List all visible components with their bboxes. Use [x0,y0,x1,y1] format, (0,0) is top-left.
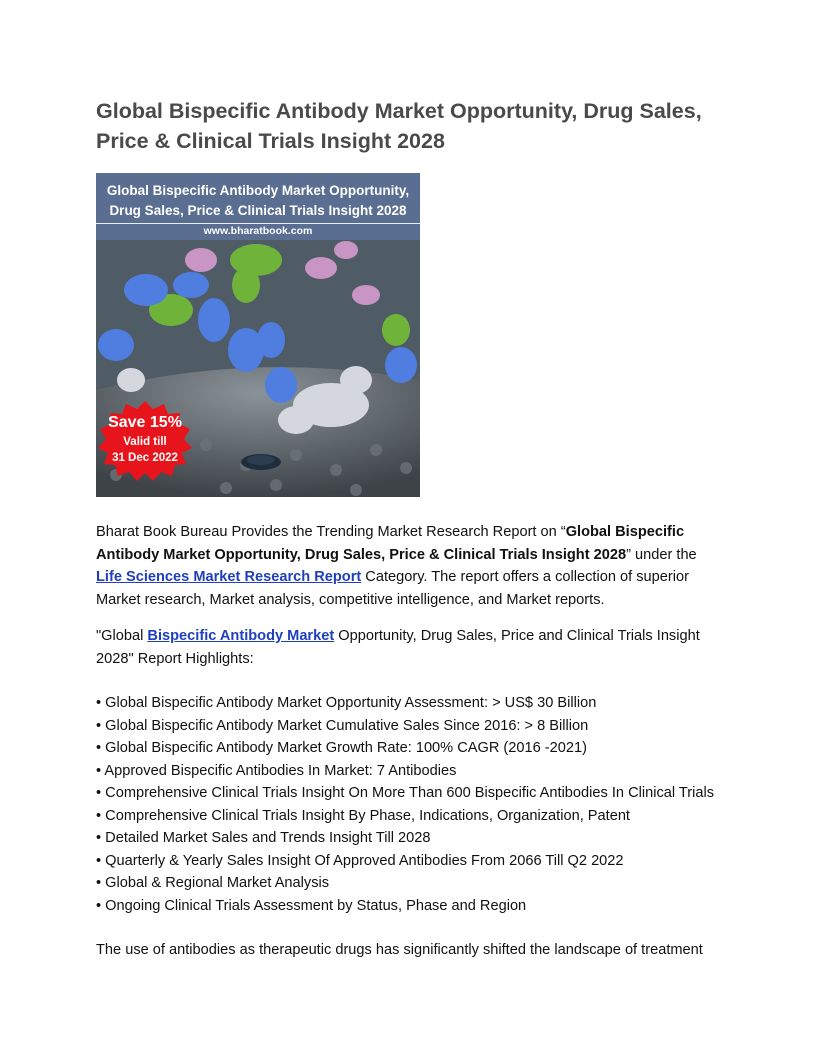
intro-text-1: Bharat Book Bureau Provides the Trending Market Research Report on “ [96,524,566,540]
cover-title-line-1: Global Bispecific Antibody Market Opportunity, [106,183,410,198]
intro-text-2: ” under the [626,546,697,563]
bispecific-antibody-market-link[interactable]: Bispecific Antibody Market [147,628,335,644]
highlights-intro-text-2: Opportunity, Drug Sales, Price and Clinical Trials Insight 2028" Report Highlights: [96,628,700,667]
list-item: • Global Bispecific Antibody Market Cumulative Sales Since 2016: > 8 Billion [96,717,589,734]
intro-paragraph [96,521,720,611]
list-item: • Ongoing Clinical Trials Assessment by Status, Phase and Region [96,897,527,914]
list-item: • Global Bispecific Antibody Market Growth Rate: 100% CAGR (2016 -2021) [96,740,587,756]
report-cover-image [96,173,420,497]
cover-title-line-2: Drug Sales, Price & Clinical Trials Insight 2028 [109,203,407,218]
list-item: • Comprehensive Clinical Trials Insight On More Than 600 Bispecific Antibodies In Clinical Trials [96,785,715,801]
list-item: • Comprehensive Clinical Trials Insight By Phase, Indications, Organization, Patent [96,807,630,824]
cover-website: www.bharatbook.com [203,225,313,237]
intro-text-3: Category. The report offers a collection of superior Market research, Market analysis, competitive intelligence, and Market reports. [96,569,689,608]
list-item: • Detailed Market Sales and Trends Insight Till 2028 [96,830,431,846]
intro-report-name: Global Bispecific Antibody Market Opportunity, Drug Sales, Price & Clinical Trials Insight 2028 [96,524,685,563]
badge-save-text: Save 15% [108,414,182,431]
list-item: • Approved Bispecific Antibodies In Market: 7 Antibodies [96,762,457,779]
list-item: • Quarterly & Yearly Sales Insight Of Approved Antibodies From 2066 Till Q2 2022 [96,852,624,869]
list-item: • Global & Regional Market Analysis [96,875,330,891]
badge-valid-text: Valid till [123,436,167,448]
badge-date-text: 31 Dec 2022 [112,452,178,464]
closing-paragraph: The use of antibodies as therapeutic drugs has significantly shifted the landscape of treatment [96,942,703,958]
page-title: Global Bispecific Antibody Market Opportunity, Drug Sales, Price & Clinical Trials Insight 2028 [96,99,702,153]
highlights-intro-paragraph [96,625,720,670]
highlights-list [96,692,720,917]
list-item: • Global Bispecific Antibody Market Opportunity Assessment: > US$ 30 Billion [96,695,597,711]
highlights-intro-text-1: "Global [96,628,148,644]
life-sciences-report-link[interactable]: Life Sciences Market Research Report [96,569,362,585]
